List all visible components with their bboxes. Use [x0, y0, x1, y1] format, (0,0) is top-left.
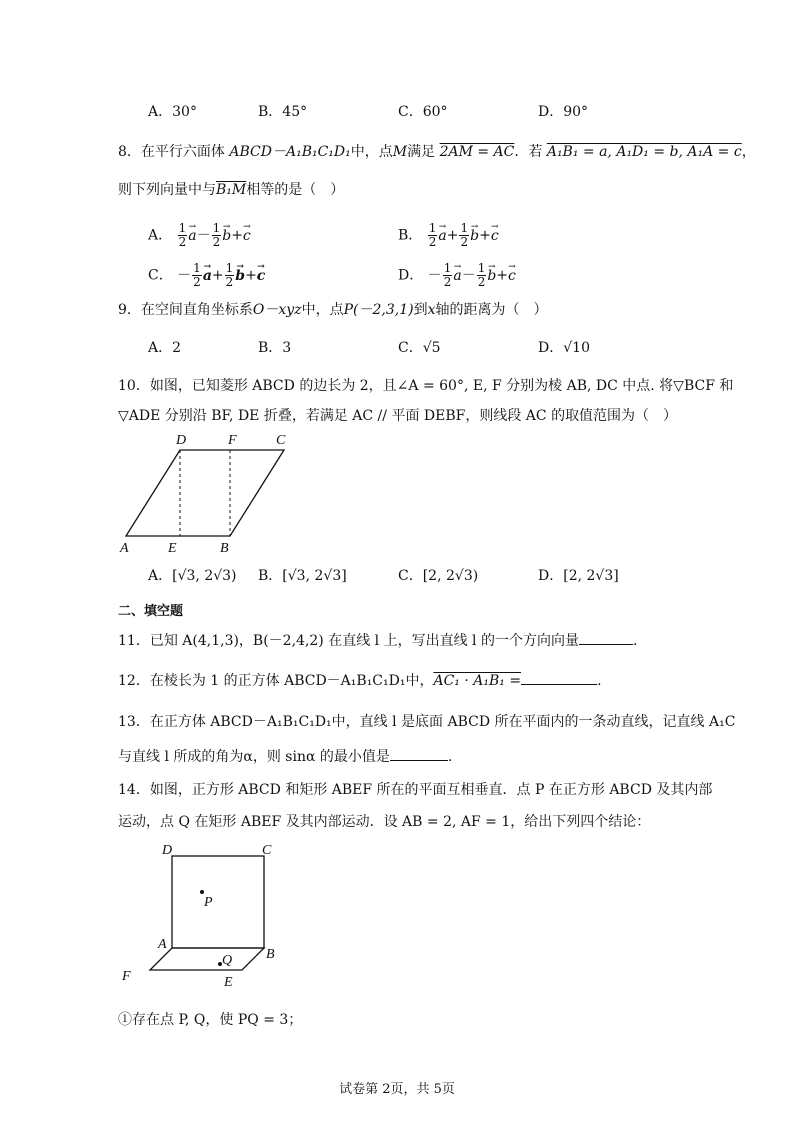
q7-option-b: B．45°: [258, 104, 308, 120]
label-p: P: [204, 895, 213, 910]
q14-conclusion-1: ①存在点 P, Q，使 PQ = 3；: [118, 1012, 303, 1028]
q13-stem-line1: 13．在正方体 ABCD－A₁B₁C₁D₁中，直线 l 是底面 ABCD 所在平面内的一条动直线，记直线 A₁C: [118, 714, 736, 730]
q13-stem-line2: 与直线 l 所成的角为α，则 sinα 的最小值是 .: [118, 746, 452, 767]
label-q: Q: [222, 953, 233, 968]
q14-cube-figure: [116, 840, 296, 992]
q13-answer-blank[interactable]: [390, 746, 448, 761]
q9-option-b: B．3: [258, 340, 292, 356]
q8-stem-line1: 8．在平行六面体 ABCD－A₁B₁C₁D₁中，点M满足 2AM = AC．若 A₁B₁ = a, A₁D₁ = b, A₁A = c，: [118, 144, 756, 160]
q10-option-a: A．[√3, 2√3): [148, 568, 237, 584]
square-abcd: [172, 856, 264, 948]
q14-stem-line1: 14．如图，正方形 ABCD 和矩形 ABEF 所在的平面互相垂直．点 P 在正方形 ABCD 及其内部: [118, 782, 713, 798]
q7-option-d: D．90°: [538, 104, 589, 120]
label-f: F: [122, 969, 131, 984]
q10-option-d: D．[2, 2√3]: [538, 568, 619, 584]
q9-stem: 9．在空间直角坐标系O－xyz中，点P(－2,3,1)到x轴的距离为（ ）: [118, 302, 548, 318]
q14-stem-line2: 运动，点 Q 在矩形 ABEF 及其内部运动．设 AB = 2, AF = 1，给出下列四个结论：: [118, 814, 651, 830]
label-d: D: [176, 433, 187, 448]
label-f: F: [228, 433, 237, 448]
rectangle-abef: [150, 948, 264, 970]
q10-rhombus-figure: [116, 428, 316, 556]
label-c: C: [276, 433, 286, 448]
rhombus-outline: [126, 450, 284, 536]
q10-stem-line1: 10．如图，已知菱形 ABCD 的边长为 2，且∠A = 60°, E, F 分别为棱 AB, DC 中点. 将▽BCF 和: [118, 378, 734, 394]
q8-stem-line2: 则下列向量中与B₁M相等的是（ ）: [118, 182, 345, 198]
q10-option-b: B．[√3, 2√3]: [258, 568, 347, 584]
q7-option-c: C．60°: [398, 104, 448, 120]
q9-option-c: C．√5: [398, 340, 441, 356]
label-b: B: [266, 947, 275, 962]
q8-option-c: C． － $\frac{1}{2}$ → a+ $\frac{1}{2}$ → b+→ c: [148, 262, 265, 289]
q8-option-d: D． － $\frac{1}{2}$ → a－ $\frac{1}{2}$ → b+→ c: [398, 262, 516, 289]
q11-answer-blank[interactable]: [579, 630, 633, 645]
point-p: [200, 890, 204, 894]
q10-option-c: C．[2, 2√3): [398, 568, 479, 584]
q8-option-a: A． $\frac{1}{2}$ → a－ $\frac{1}{2}$ → b+→ c: [148, 222, 251, 249]
label-b: B: [220, 541, 229, 556]
page-footer: 试卷第 2页，共 5页: [339, 1082, 455, 1097]
q11-stem: 11．已知 A(4,1,3)，B(－2,4,2) 在直线 l 上，写出直线 l 的一个方向向量 .: [118, 630, 637, 651]
label-d: D: [162, 843, 173, 858]
label-a: A: [120, 541, 129, 556]
q9-option-d: D．√10: [538, 340, 590, 356]
q8-option-b: B． $\frac{1}{2}$ → a+ $\frac{1}{2}$ → b+→ c: [398, 222, 499, 249]
q9-option-a: A．2: [148, 340, 182, 356]
q12-stem: 12．在棱长为 1 的正方体 ABCD－A₁B₁C₁D₁中，AC₁ · A₁B₁ = .: [118, 670, 602, 691]
q12-answer-blank[interactable]: [521, 670, 597, 685]
section-heading-fill-in: 二、填空题: [118, 604, 184, 619]
q10-stem-line2: ▽ADE 分别沿 BF, DE 折叠，若满足 AC // 平面 DEBF，则线段 AC 的取值范围为（ ）: [118, 408, 678, 424]
label-c: C: [262, 843, 272, 858]
label-a: A: [158, 937, 167, 952]
label-e: E: [168, 541, 177, 556]
label-e: E: [224, 975, 233, 990]
q7-option-a: A．30°: [148, 104, 197, 120]
